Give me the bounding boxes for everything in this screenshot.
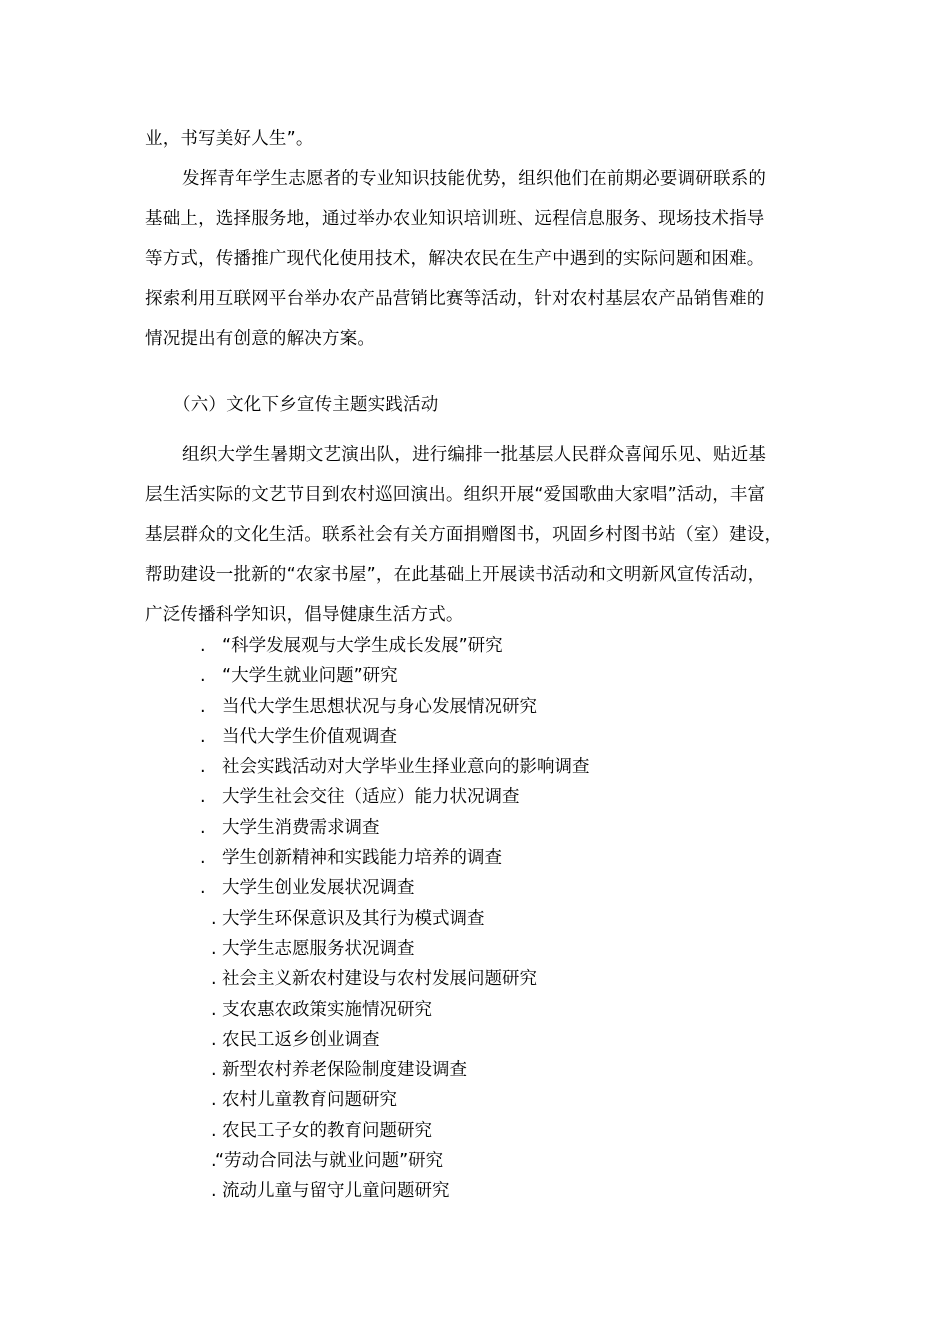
list-item <box>200 755 590 785</box>
list-marker: . <box>200 636 206 656</box>
list-item <box>200 967 590 997</box>
list-item-text: 流动儿童与留守儿童问题研究 <box>222 1181 450 1202</box>
list-marker: . <box>200 666 206 687</box>
list-item <box>200 1179 590 1209</box>
list-marker: . <box>200 817 206 838</box>
list-marker: . <box>200 696 206 717</box>
list-item-text: 社会实践活动对大学毕业生择业意向的影响调查 <box>222 757 590 778</box>
list-item-text: 学生创新精神和实践能力培养的调查 <box>222 848 502 869</box>
list-item <box>200 846 590 876</box>
list-item-text: 当代大学生价值观调查 <box>222 726 397 747</box>
list-item-text: “大学生就业问题”研究 <box>222 666 398 687</box>
list-item <box>200 785 590 815</box>
list-item <box>200 876 590 906</box>
list-item-text: “劳动合同法与就业问题”研究 <box>215 1151 444 1172</box>
list-marker: . <box>211 1029 217 1050</box>
paragraph-line: 基层群众的文化生活。联系社会有关方面捐赠图书，巩固乡村图书站（室）建设， <box>145 525 783 545</box>
list-item <box>200 1088 590 1118</box>
list-marker: . <box>200 787 206 808</box>
list-marker: . <box>211 1181 217 1202</box>
list-item <box>200 998 590 1028</box>
paragraph-line: 帮助建设一批新的“农家书屋”，在此基础上开展读书活动和文明新风宣传活动， <box>145 565 766 585</box>
list-marker: . <box>211 969 217 990</box>
paragraph-line: 业，书写美好人生”。 <box>145 129 314 149</box>
topic-list <box>200 634 590 1210</box>
list-item <box>200 1058 590 1088</box>
list-item <box>200 907 590 937</box>
list-marker: . <box>200 848 206 869</box>
list-item-text: 支农惠农政策实施情况研究 <box>222 999 432 1020</box>
list-item-text: 农民工子女的教育问题研究 <box>222 1120 432 1141</box>
list-item-text: 新型农村养老保险制度建设调查 <box>222 1060 467 1081</box>
list-item <box>200 664 590 694</box>
list-item <box>200 695 590 725</box>
paragraph-line: 组织大学生暑期文艺演出队，进行编排一批基层人民群众喜闻乐见、贴近基 <box>182 445 767 465</box>
list-item-text: 当代大学生思想状况与身心发展情况研究 <box>222 696 537 717</box>
paragraph-line: 等方式，传播推广现代化使用技术，解决农民在生产中遇到的实际问题和困难。 <box>145 249 765 269</box>
paragraph-line: 广泛传播科学知识，倡导健康生活方式。 <box>145 605 464 625</box>
list-marker: . <box>211 1090 217 1111</box>
list-item-text: 社会主义新农村建设与农村发展问题研究 <box>222 969 537 990</box>
list-marker: . <box>211 1151 217 1172</box>
list-item-text: “科学发展观与大学生成长发展”研究 <box>222 636 503 656</box>
list-item-text: 农民工返乡创业调查 <box>222 1029 380 1050</box>
list-marker: . <box>211 1060 217 1081</box>
paragraph-line: 探索利用互联网平台举办农产品营销比赛等活动，针对农村基层农产品销售难的 <box>145 289 765 309</box>
list-item-text: 大学生志愿服务状况调查 <box>222 938 415 959</box>
list-item-text: 大学生社会交往（适应）能力状况调查 <box>222 787 520 808</box>
paragraph-line: 基础上，选择服务地，通过举办农业知识培训班、远程信息服务、现场技术指导 <box>145 209 765 229</box>
section-heading: （六）文化下乡宣传主题实践活动 <box>173 395 439 415</box>
list-marker: . <box>211 1120 217 1141</box>
list-item <box>200 816 590 846</box>
list-item <box>200 937 590 967</box>
list-item <box>200 634 590 664</box>
paragraph-line: 层生活实际的文艺节目到农村巡回演出。组织开展“爱国歌曲大家唱”活动，丰富 <box>145 485 766 505</box>
list-marker: . <box>211 908 217 929</box>
list-marker: . <box>200 726 206 747</box>
list-item-text: 大学生消费需求调查 <box>222 817 380 838</box>
list-item-text: 农村儿童教育问题研究 <box>222 1090 397 1111</box>
paragraph-line: 发挥青年学生志愿者的专业知识技能优势，组织他们在前期必要调研联系的 <box>182 169 767 189</box>
list-item <box>200 1119 590 1149</box>
list-item-text: 大学生环保意识及其行为模式调查 <box>222 908 485 929</box>
list-marker: . <box>211 938 217 959</box>
list-item <box>200 725 590 755</box>
list-item <box>200 1028 590 1058</box>
list-marker: . <box>200 757 206 778</box>
list-marker: . <box>211 999 217 1020</box>
list-item-text: 大学生创业发展状况调查 <box>222 878 415 899</box>
paragraph-line: 情况提出有创意的解决方案。 <box>145 329 376 349</box>
list-marker: . <box>200 878 206 899</box>
list-item <box>200 1149 590 1179</box>
